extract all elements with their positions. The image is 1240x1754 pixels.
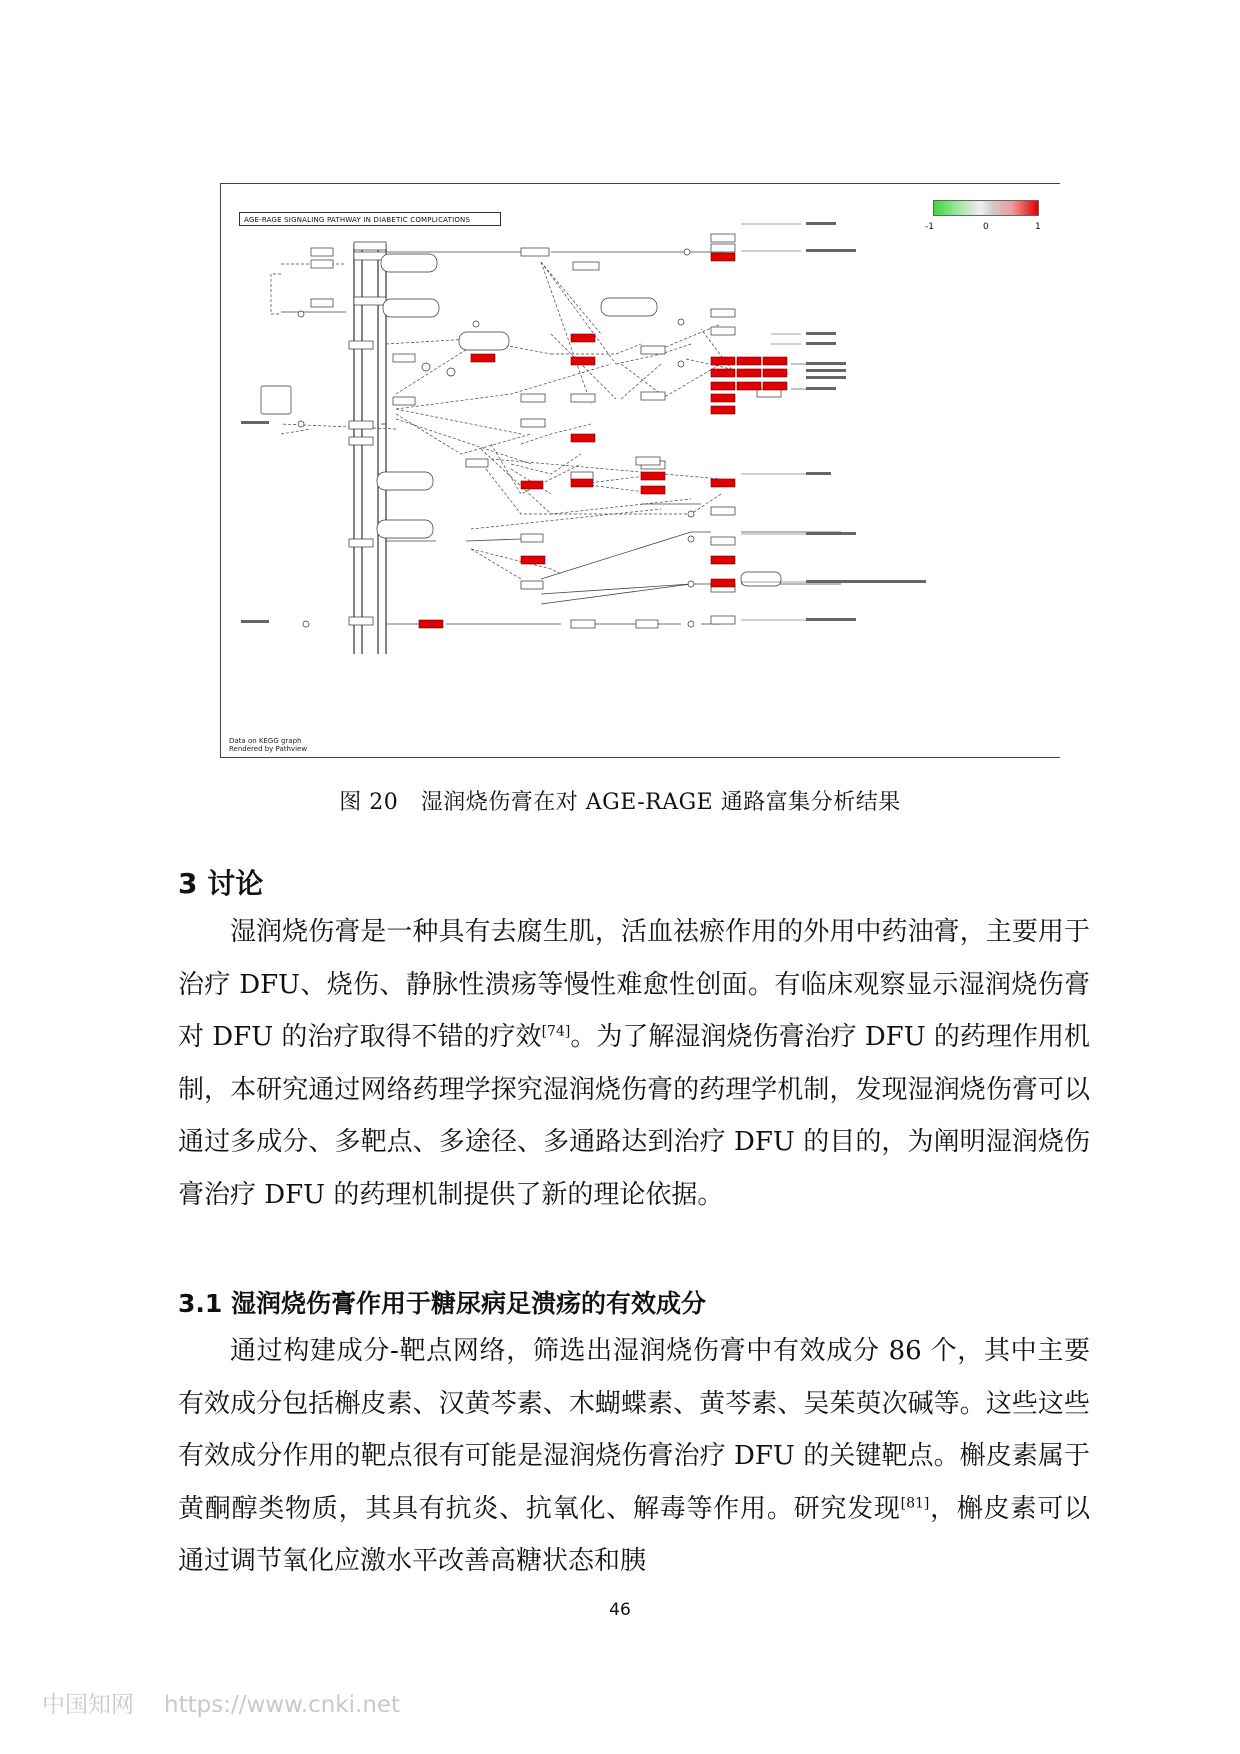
gene-box bbox=[349, 437, 373, 445]
gene-box bbox=[641, 346, 665, 354]
gene-box bbox=[711, 507, 735, 515]
paragraph-text: 湿润烧伤膏是一种具有去腐生肌，活血祛瘀作用的外用中药油膏，主要用于治疗 DFU、烧伤、静脉性溃疡等慢性难愈性创面。有临床观察显示湿润烧伤膏对 DFU 的治疗取得不错的疗效 bbox=[178, 917, 1090, 1052]
watermark-brand: 中国知网 bbox=[42, 1692, 134, 1718]
gene-box bbox=[711, 616, 735, 624]
pathway-box bbox=[383, 299, 439, 317]
pathway-box bbox=[377, 520, 433, 538]
pathway-box bbox=[601, 298, 657, 316]
gene-box bbox=[711, 309, 735, 317]
paragraph-text: 通过构建成分-靶点网络，筛选出湿润烧伤膏中有效成分 86 个，其中主要有效成分包括槲皮素、汉黄芩素、木蝴蝶素、黄芩素、吴茱萸次碱等。这些这些有效成分作用的靶点很有可能是湿润烧伤膏治疗 DFU 的关键靶点。槲皮素属于黄酮醇类物质，其具有抗炎、抗氧化、解毒等作用。研究发现 bbox=[178, 1336, 1090, 1524]
gene-box-up bbox=[711, 556, 735, 564]
legend-max-label: 1 bbox=[1035, 222, 1041, 232]
source-line-1: Data on KEGG graph bbox=[229, 737, 302, 745]
gene-box bbox=[521, 534, 543, 542]
pathway-box bbox=[741, 572, 781, 586]
figure-caption: 图 20 湿润烧伤膏在对 AGE-RAGE 通路富集分析结果 bbox=[339, 790, 901, 815]
gene-box bbox=[521, 581, 543, 589]
gene-box-up bbox=[763, 382, 787, 390]
gene-box bbox=[573, 262, 599, 270]
active-ingredients-paragraph bbox=[178, 1325, 1090, 1588]
gene-box-up bbox=[521, 556, 545, 564]
gene-box-up bbox=[737, 382, 761, 390]
watermark-url[interactable]: https://www.cnki.net bbox=[164, 1692, 401, 1718]
subsection-heading: 3.1 湿润烧伤膏作用于糖尿病足溃疡的有效成分 bbox=[178, 1289, 706, 1318]
gene-box-up bbox=[641, 486, 665, 494]
gene-box-up bbox=[641, 472, 665, 480]
gene-box bbox=[311, 248, 333, 256]
page-number: 46 bbox=[609, 1600, 631, 1620]
stimulus-box bbox=[261, 386, 291, 414]
gene-box-up bbox=[419, 620, 443, 628]
gene-box bbox=[354, 252, 386, 260]
gene-box bbox=[349, 341, 373, 349]
gene-box bbox=[711, 244, 735, 252]
pathway-figure bbox=[220, 183, 1060, 758]
gene-box bbox=[636, 620, 658, 628]
pathway-box bbox=[381, 254, 437, 272]
gene-box bbox=[349, 421, 373, 429]
gene-box-up bbox=[711, 579, 735, 587]
section-heading: 3 讨论 bbox=[178, 867, 264, 900]
gene-box bbox=[711, 537, 735, 545]
legend-mid-label: 0 bbox=[983, 222, 989, 232]
gene-box bbox=[349, 617, 373, 625]
gene-box bbox=[393, 397, 415, 405]
gene-box-up bbox=[737, 357, 761, 365]
paragraph-text: 。为了解湿润烧伤膏治疗 DFU 的药理作用机制，本研究通过网络药理学探究湿润烧伤膏的药理学机制，发现湿润烧伤膏可以通过多成分、多靶点、多途径、多通路达到治疗 DFU 的目的，为阐明湿润烧伤膏治疗 DFU 的药理机制提供了新的理论依据。 bbox=[178, 1022, 1091, 1210]
gene-box bbox=[711, 234, 735, 242]
gene-box bbox=[349, 539, 373, 547]
gene-box-up bbox=[711, 253, 735, 261]
watermark bbox=[42, 1686, 430, 1719]
pathway-box bbox=[377, 472, 433, 490]
gene-box-up bbox=[711, 369, 735, 377]
gene-box-up bbox=[571, 334, 595, 342]
gene-box bbox=[636, 457, 660, 465]
gene-box bbox=[354, 297, 386, 305]
gene-box-up bbox=[711, 382, 735, 390]
gene-box bbox=[354, 242, 386, 250]
gene-box-up bbox=[711, 406, 735, 414]
gene-box bbox=[521, 419, 545, 427]
source-line-2: Rendered by Pathview bbox=[229, 745, 308, 753]
gene-box bbox=[393, 354, 415, 362]
pathway-title: AGE-RAGE SIGNALING PATHWAY IN DIABETIC COMPLICATIONS bbox=[239, 212, 501, 226]
gene-box-up bbox=[711, 479, 735, 487]
gene-box-up bbox=[763, 357, 787, 365]
gene-box-up bbox=[737, 369, 761, 377]
gene-box-up bbox=[711, 394, 735, 402]
gene-box bbox=[521, 248, 549, 256]
gene-box-up bbox=[711, 357, 735, 365]
gene-box bbox=[711, 327, 735, 335]
figure-source-note bbox=[229, 737, 307, 753]
gene-box bbox=[641, 392, 665, 400]
gene-box-up bbox=[571, 357, 595, 365]
citation-ref[interactable]: [74] bbox=[541, 1023, 571, 1040]
paragraph-text: ，槲皮素可以通过调节氧化应激水平改善高糖状态和胰 bbox=[178, 1493, 1090, 1576]
gene-box bbox=[571, 394, 595, 402]
gene-box bbox=[466, 459, 488, 467]
citation-ref[interactable]: [81] bbox=[900, 1494, 930, 1511]
pathway-box bbox=[459, 332, 509, 350]
legend-min-label: -1 bbox=[925, 222, 934, 232]
gene-box-up bbox=[763, 369, 787, 377]
gene-box-up bbox=[571, 479, 593, 487]
gene-box bbox=[311, 299, 333, 307]
gene-box-up bbox=[471, 354, 495, 362]
gene-box bbox=[311, 260, 333, 268]
pathway-diagram bbox=[221, 184, 1059, 757]
gene-box bbox=[571, 620, 595, 628]
discussion-paragraph bbox=[178, 906, 1090, 1221]
gene-box bbox=[521, 394, 545, 402]
gene-box-up bbox=[571, 434, 595, 442]
gene-box-up bbox=[521, 481, 543, 489]
